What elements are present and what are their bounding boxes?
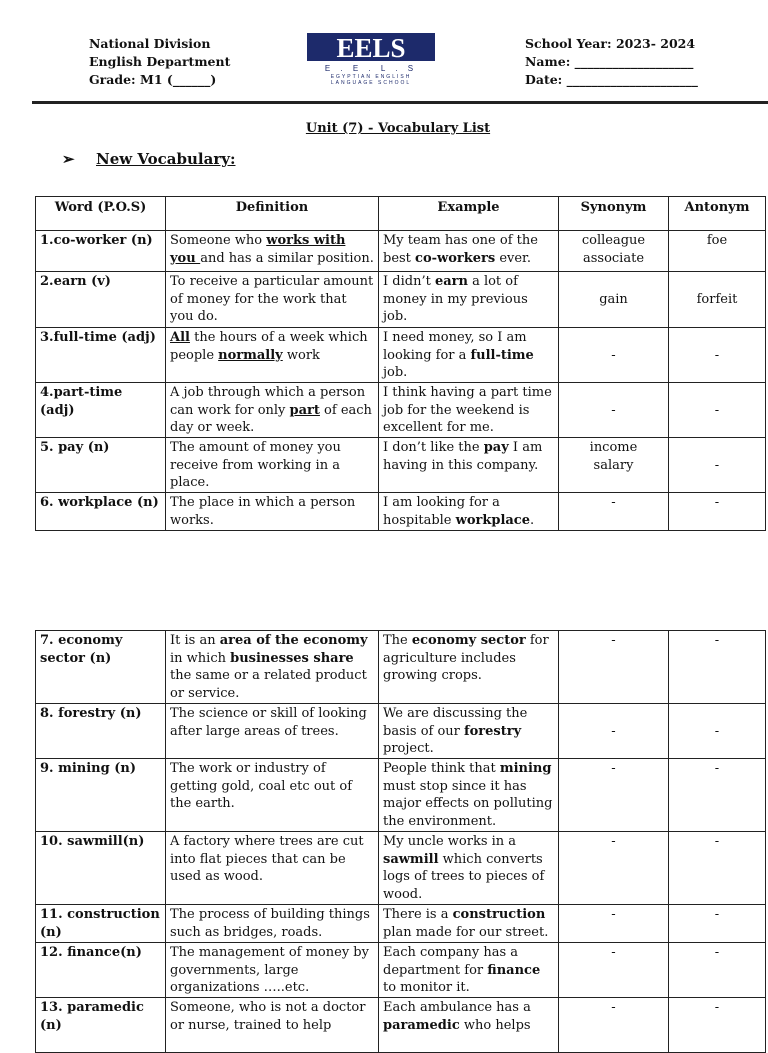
antonym-cell: - [669, 493, 766, 531]
table-row [36, 272, 766, 328]
logo-sub-text-3: LANGUAGE SCHOOL [330, 80, 412, 86]
example-cell: I don’t like the pay I am having in this company. [379, 438, 559, 493]
word-cell: 11. construction (n) [36, 905, 166, 943]
example-cell: There is a construction plan made for our street. [379, 905, 559, 943]
antonym-cell: - [669, 943, 766, 998]
col-header-example: Example [379, 197, 559, 231]
definition-cell: The science or skill of looking after large areas of trees. [166, 704, 379, 759]
synonym-cell: - [559, 631, 669, 704]
definition-cell: A factory where trees are cut into flat pieces that can be used as wood. [166, 832, 379, 905]
definition-cell: To receive a particular amount of money for the work that you do. [166, 272, 379, 328]
synonym-cell: - [559, 943, 669, 998]
section-label: New Vocabulary: [96, 150, 236, 168]
word-cell: 10. sawmill(n) [36, 832, 166, 905]
division-label: National Division [89, 36, 211, 51]
header-left [89, 35, 230, 89]
table-row [36, 905, 766, 943]
antonym-cell: - [669, 328, 766, 383]
department-label: English Department [89, 54, 231, 69]
date-field: Date: _____________________ [525, 72, 698, 87]
definition-cell: All the hours of a week which people normally work [166, 328, 379, 383]
antonym-cell: foe [669, 231, 766, 272]
antonym-cell: - [669, 905, 766, 943]
name-field: Name: ___________________ [525, 54, 694, 69]
synonym-cell: - [559, 328, 669, 383]
example-cell: I need money, so I am looking for a full-time job. [379, 328, 559, 383]
definition-cell: The management of money by governments, large organizations …..etc. [166, 943, 379, 998]
section-heading [62, 150, 235, 168]
antonym-cell: - [669, 759, 766, 832]
table-header-row [36, 197, 766, 231]
table-row [36, 328, 766, 383]
table-row [36, 383, 766, 438]
grade-label: Grade: M1 (______) [89, 72, 217, 87]
word-cell: 9. mining (n) [36, 759, 166, 832]
example-cell: The economy sector for agriculture includes growing crops. [379, 631, 559, 704]
table-row [36, 231, 766, 272]
antonym-cell: - [669, 998, 766, 1053]
antonym-cell: - [669, 631, 766, 704]
example-cell: I think having a part time job for the weekend is excellent for me. [379, 383, 559, 438]
definition-cell: The amount of money you receive from working in a place. [166, 438, 379, 493]
synonym-cell: colleague associate [559, 231, 669, 272]
antonym-cell: forfeit [669, 272, 766, 328]
table-row [36, 943, 766, 998]
school-year-label: School Year: 2023- 2024 [525, 36, 696, 51]
header-divider [32, 101, 768, 104]
header-right [525, 35, 698, 89]
example-cell: People think that mining must stop since it has major effects on polluting the environment. [379, 759, 559, 832]
vocabulary-table-2 [35, 630, 766, 1053]
example-cell: I am looking for a hospitable workplace. [379, 493, 559, 531]
example-cell: My uncle works in a sawmill which converts logs of trees to pieces of wood. [379, 832, 559, 905]
word-cell: 8. forestry (n) [36, 704, 166, 759]
col-header-synonym: Synonym [559, 197, 669, 231]
table-row [36, 493, 766, 531]
synonym-cell: gain [559, 272, 669, 328]
example-cell: Each ambulance has a paramedic who helps [379, 998, 559, 1053]
word-cell: 7. economy sector (n) [36, 631, 166, 704]
synonym-cell: - [559, 493, 669, 531]
antonym-cell: - [669, 832, 766, 905]
page-title: Unit (7) - Vocabulary List [305, 121, 491, 136]
example-cell: My team has one of the best co-workers ever. [379, 231, 559, 272]
definition-cell: It is an area of the economy in which businesses share the same or a related product or service. [166, 631, 379, 704]
synonym-cell: income salary [559, 438, 669, 493]
table-row [36, 998, 766, 1053]
synonym-cell: - [559, 998, 669, 1053]
word-cell: 3.full-time (adj) [36, 328, 166, 383]
definition-cell: A job through which a person can work for only part of each day or week. [166, 383, 379, 438]
table-row [36, 631, 766, 704]
logo-sub-text: E . E . L . S [324, 64, 418, 73]
antonym-cell: - [669, 438, 766, 493]
table-row [36, 704, 766, 759]
col-header-antonym: Antonym [669, 197, 766, 231]
vocabulary-table-1 [35, 196, 766, 531]
logo-main-text: EELS [336, 33, 406, 63]
word-cell: 1.co-worker (n) [36, 231, 166, 272]
table-row [36, 832, 766, 905]
table-row [36, 438, 766, 493]
arrow-icon: ➢ [62, 150, 75, 168]
example-cell: I didn’t earn a lot of money in my previous job. [379, 272, 559, 328]
antonym-cell: - [669, 704, 766, 759]
logo-sub-text-2: EGYPTIAN ENGLISH [330, 74, 412, 80]
word-cell: 2.earn (v) [36, 272, 166, 328]
word-cell: 4.part-time (adj) [36, 383, 166, 438]
col-header-word: Word (P.O.S) [36, 197, 166, 231]
synonym-cell: - [559, 759, 669, 832]
synonym-cell: - [559, 905, 669, 943]
example-cell: We are discussing the basis of our forestry project. [379, 704, 559, 759]
synonym-cell: - [559, 383, 669, 438]
col-header-definition: Definition [166, 197, 379, 231]
antonym-cell: - [669, 383, 766, 438]
synonym-cell: - [559, 704, 669, 759]
definition-cell: The process of building things such as bridges, roads. [166, 905, 379, 943]
school-logo [305, 30, 439, 86]
word-cell: 5. pay (n) [36, 438, 166, 493]
synonym-cell: - [559, 832, 669, 905]
word-cell: 13. paramedic (n) [36, 998, 166, 1053]
definition-cell: Someone, who is not a doctor or nurse, trained to help [166, 998, 379, 1053]
word-cell: 12. finance(n) [36, 943, 166, 998]
example-cell: Each company has a department for finance to monitor it. [379, 943, 559, 998]
table-row [36, 759, 766, 832]
definition-cell: The work or industry of getting gold, coal etc out of the earth. [166, 759, 379, 832]
definition-cell: The place in which a person works. [166, 493, 379, 531]
word-cell: 6. workplace (n) [36, 493, 166, 531]
definition-cell: Someone who works with you and has a similar position. [166, 231, 379, 272]
